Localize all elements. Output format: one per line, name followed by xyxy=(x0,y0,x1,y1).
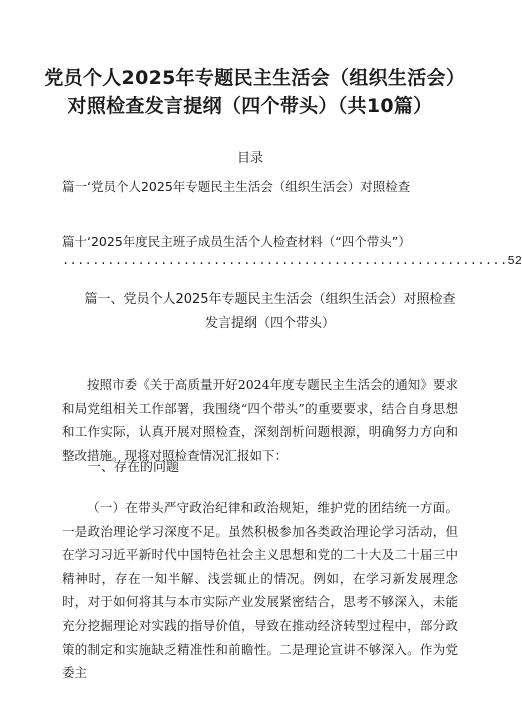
toc-item-2[interactable]: 篇十‘2025年度民主班子成员生活个人检查材料（“四个带头”） xyxy=(62,234,411,249)
intro-paragraph: 按照市委《关于高质量开好2024年度专题民主生活会的通知》要求和局党组相关工作部署，我围绕“四个带头”的重要要求，结合自身思想和工作实际，认真开展对照检查，深刻剖析问题根源，明确努力方向和整改措施。现将对照检查情况汇报如下： xyxy=(62,377,458,463)
document-title: 党员个人2025年专题民主生活会（组织生活会）对照检查发言提纲（四个带头）（共10篇） xyxy=(44,67,456,117)
toc-dot-leader: ........................................................... xyxy=(62,254,508,268)
toc-page-number: 52 xyxy=(507,254,522,268)
toc-item-1[interactable]: 篇一‘党员个人2025年专题民主生活会（组织生活会）对照检查 xyxy=(62,179,411,194)
toc-page-leader xyxy=(62,254,522,268)
body-paragraph: （一）在带头严守政治纪律和政治规矩，维护党的团结统一方面。一是政治理论学习深度不足。虽然积极参加各类政治理论学习活动，但在学习习近平新时代中国特色社会主义思想和党的二十大及二十届三中精神时，存在一知半解、浅尝辄止的情况。例如，在学习新发展理念时，对于如何将其与本市实际产业发展紧密结合，思考不够深入，未能充分挖掘理论对实践的指导价值，导致在推动经济转型过程中，部分政策的制定和实施缺乏精准性和前瞻性。二是理论宣讲不够深入。作为党委主 xyxy=(62,500,458,681)
section-title: 篇一、党员个人2025年专题民主生活会（组织生活会）对照检查发言提纲（四个带头） xyxy=(84,292,456,331)
subheading-problems: 一、存在的问题 xyxy=(88,460,180,475)
toc-heading: 目录 xyxy=(236,151,263,166)
